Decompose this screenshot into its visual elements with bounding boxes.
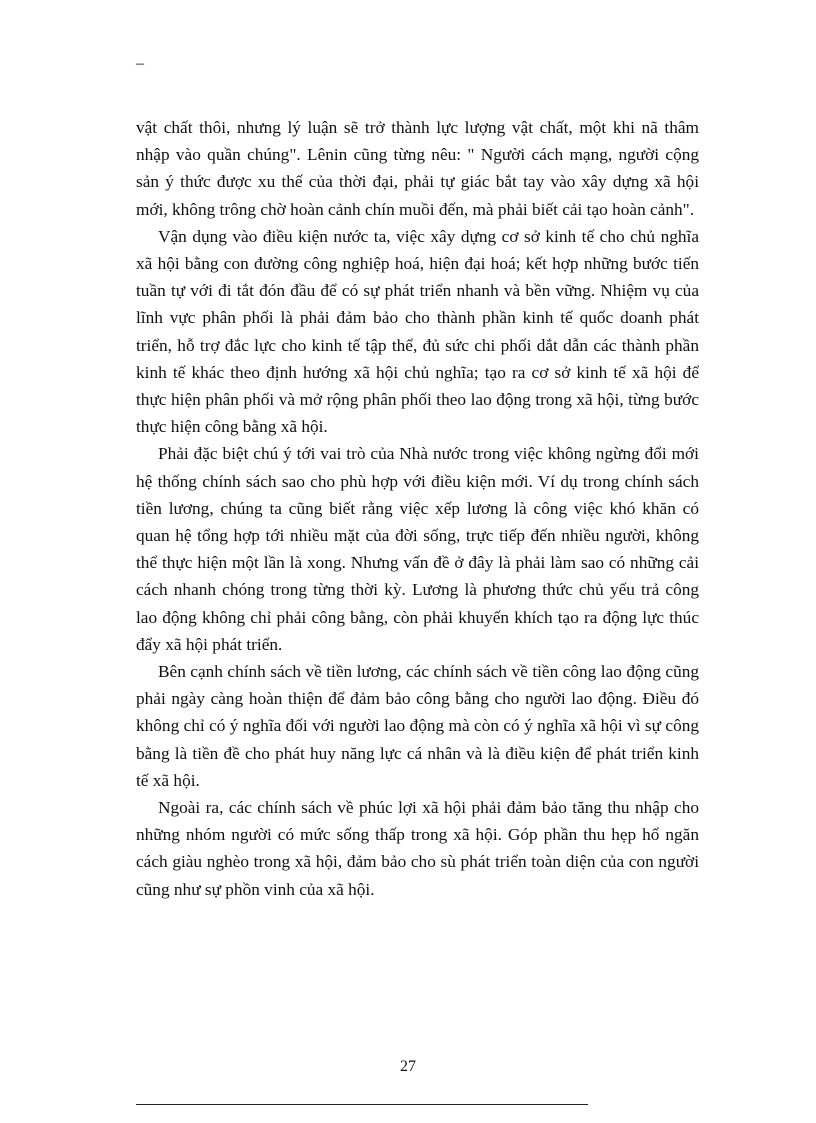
body-text [136, 114, 699, 903]
page-number: 27 [400, 1058, 416, 1075]
header-dash: – [136, 55, 144, 72]
paragraph-3: Phải đặc biệt chú ý tới vai trò của Nhà nước trong việc không ngừng đổi mới hệ thống chính sách sao cho phù hợp với điều kiện mới. Ví dụ trong chính sách tiền lương, chúng ta cũng biết rằng việc xếp lương là công việc khó khăn có quan hệ tổng hợp tới nhiều mặt của đời sống, trực tiếp đến nhiều người, không thể thực hiện một lần là xong. Nhưng vấn đề ở đây là phải làm sao có những cải cách nhanh chóng trong từng thời kỳ. Lương là phương thức chủ yếu trả công lao động không chỉ phải công bằng, còn phải khuyến khích tạo ra động lực thúc đẩy xã hội phát triển. [136, 444, 699, 654]
paragraph-5: Ngoài ra, các chính sách về phúc lợi xã hội phải đảm bảo tăng thu nhập cho những nhóm người có mức sống thấp trong xã hội. Góp phần thu hẹp hố ngăn cách giàu nghèo trong xã hội, đảm bảo cho sù phát triển toàn diện của con người cũng như sự phồn vinh của xã hội. [136, 798, 699, 899]
paragraph-1: vật chất thôi, nhưng lý luận sẽ trở thành lực lượng vật chất, một khi nã thâm nhập vào quần chúng". Lênin cũng từng nêu: " Người cách mạng, người cộng sản ý thức được xu thế của thời đại, phải tự giác bắt tay vào xây dựng xã hội mới, không trông chờ hoàn cảnh chín muồi đến, mà phải biết cải tạo hoàn cảnh". [136, 118, 699, 219]
paragraph-2: Vận dụng vào điều kiện nước ta, việc xây dựng cơ sở kinh tế cho chủ nghĩa xã hội bằng con đường công nghiệp hoá, hiện đại hoá; kết hợp những bước tiến tuần tự với đi tắt đón đầu để có sự phát triển nhanh và bền vững. Nhiệm vụ của lĩnh vực phân phối là phải đảm bảo cho thành phần kinh tế quốc doanh phát triển, hỗ trợ đắc lực cho kinh tế tập thể, đủ sức chi phối dắt dẫn các thành phần kinh tế khác theo định hướng xã hội chủ nghĩa; tạo ra cơ sở kinh tế xã hội để thực hiện phân phối và mở rộng phân phối theo lao động trong xã hội, từng bước thực hiện công bằng xã hội. [136, 226, 699, 437]
paragraph-4: Bên cạnh chính sách về tiền lương, các chính sách về tiền công lao động cũng phải ngày càng hoàn thiện để đảm bảo công bằng cho người lao động. Điều đó không chỉ có ý nghĩa đối với người lao động mà còn có ý nghĩa xã hội vì sự công bằng là tiền đề cho phát huy năng lực cá nhân và là điều kiện để phát triển kinh tế xã hội. [136, 662, 699, 790]
footer-divider [136, 1104, 588, 1105]
